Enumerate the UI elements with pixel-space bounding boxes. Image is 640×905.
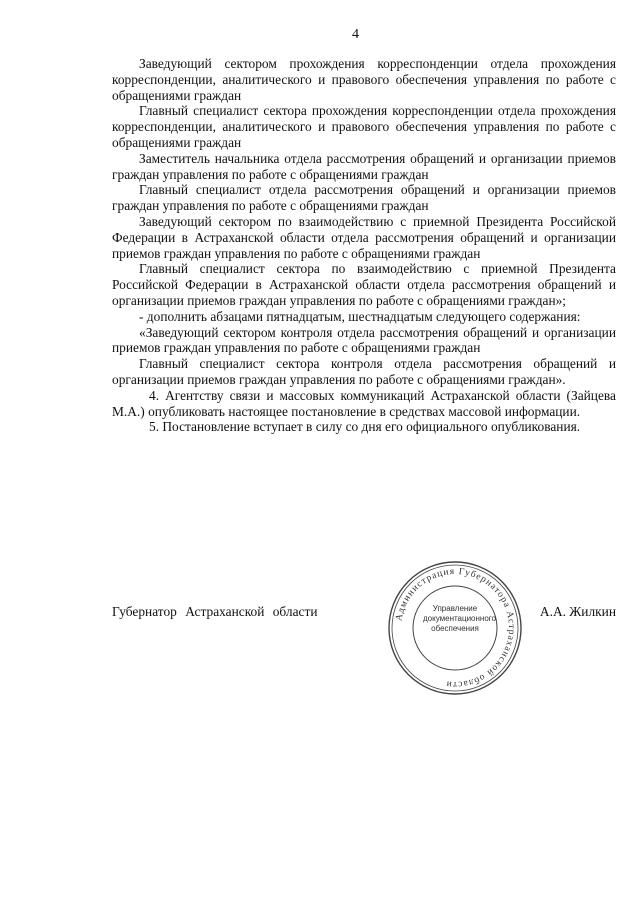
seal-inner-text: Управление документационного обеспечения [423, 604, 496, 633]
paragraph: Главный специалист сектора контроля отдела рассмотрения обращений и организации приемов граждан управления по работе с обращениями граждан». [112, 356, 616, 387]
signatory-title: Губернатор Астраханской области [112, 604, 318, 619]
paragraph: Заведующий сектором по взаимодействию с приемной Президента Российской Федерации в Астраханской области отдела рассмотрения обращений и организации приемов граждан управления по работе с обращениями граждан [112, 213, 616, 261]
paragraph: Заведующий сектором прохождения корреспонденции отдела прохождения корреспонденции, аналитического и правового обеспечения управления по работе с обращениями граждан [112, 56, 616, 103]
paragraph: «Заведующий сектором контроля отдела рассмотрения обращений и организации приемов граждан управления по работе с обращениями граждан [112, 324, 616, 356]
paragraph: 4. Агентству связи и массовых коммуникаций Астраханской области (Зайцева М.А.) опубликовать настоящее постановление в средствах массовой информации. [112, 387, 616, 419]
page-number: 4 [352, 27, 359, 42]
paragraph: Заместитель начальника отдела рассмотрения обращений и организации приемов граждан управления по работе с обращениями граждан [112, 150, 616, 182]
paragraph: Главный специалист сектора по взаимодействию с приемной Президента Российской Федерации в Астраханской области отдела рассмотрения обращений и организации приемов граждан управления по работе с обращениями граждан»; [112, 261, 616, 308]
signatory-name: А.А. Жилкин [539, 604, 616, 619]
seal-ring-text: Администрация Губернатора Астраханской области [394, 566, 517, 690]
paragraph: - дополнить абзацами пятнадцатым, шестнадцатым следующего содержания: [139, 308, 581, 324]
document-body [112, 56, 616, 435]
official-seal [385, 558, 525, 698]
paragraph: Главный специалист отдела рассмотрения обращений и организации приемов граждан управления по работе с обращениями граждан [112, 182, 616, 214]
paragraph: 5. Постановление вступает в силу со дня его официального опубликования. [149, 419, 581, 435]
paragraph: Главный специалист сектора прохождения корреспонденции отдела прохождения корреспонденции, аналитического и правового обеспечения управления по работе с обращениями граждан [112, 103, 616, 150]
